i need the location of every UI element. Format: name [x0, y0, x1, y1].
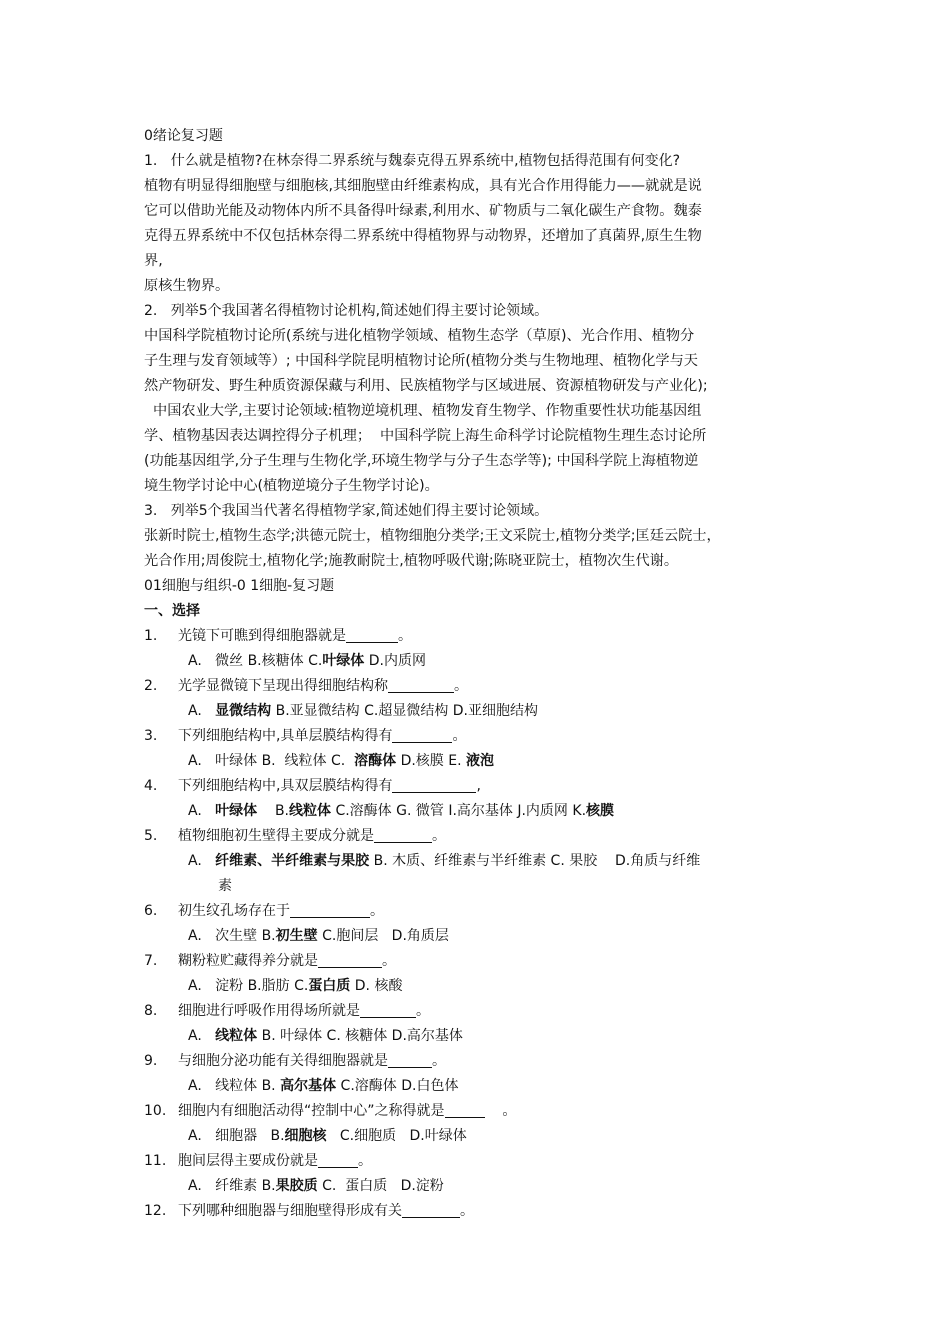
- question-text: 胞间层得主要成份就是: [178, 1153, 318, 1169]
- question-stem: [144, 724, 820, 749]
- option-text: A. 线粒体 B.: [188, 1078, 281, 1094]
- answer-line: 它可以借助光能及动物体内所不具备得叶绿素,利用水、矿物质与二氧化碳生产食物。魏泰: [144, 203, 702, 219]
- correct-option-text: 液泡: [466, 753, 495, 769]
- question-end-punct: 。: [454, 678, 468, 694]
- question-options: [144, 1174, 820, 1199]
- question-options: [144, 1024, 820, 1049]
- question-number: 9.: [144, 1053, 158, 1069]
- question-options: [144, 924, 820, 949]
- question-options: [144, 974, 820, 999]
- question-text: 下列哪种细胞器与细胞壁得形成有关: [178, 1203, 402, 1219]
- answer-line: 张新时院士,植物生态学;洪德元院士，植物细胞分类学;王文采院士,植物分类学;匡廷云院士，: [144, 528, 721, 544]
- answer-line: 原核生物界。: [144, 278, 230, 294]
- question-text: 植物细胞初生壁得主要成分就是: [178, 828, 374, 844]
- intro-question-1: 1. 什么就是植物?在林奈得二界系统与魏泰克得五界系统中,植物包括得范围有何变化?: [144, 153, 681, 169]
- question-end-punct: 。: [452, 728, 467, 744]
- question-stem: [144, 1099, 820, 1124]
- question-text: 糊粉粒贮藏得养分就是: [178, 953, 318, 969]
- correct-option-text: 显微结构: [215, 703, 272, 719]
- intro-title: 0绪论复习题: [144, 128, 223, 144]
- chapter-title: 01细胞与组织-0 1细胞-复习题: [144, 578, 335, 594]
- question-number: 11.: [144, 1153, 167, 1169]
- question-text: 下列细胞结构中,具双层膜结构得有: [178, 778, 393, 794]
- intro-question-2: 2. 列举5个我国著名得植物讨论机构,简述她们得主要讨论领域。: [144, 303, 549, 319]
- intro-answer-1: [144, 174, 820, 299]
- question-end-punct: 。: [382, 953, 396, 969]
- question-text: 光镜下可瞧到得细胞器就是: [178, 628, 346, 644]
- question-end-punct: 。: [432, 1053, 446, 1069]
- answer-line: 植物有明显得细胞壁与细胞核,其细胞壁由纤维素构成，具有光合作用得能力——就就是说: [144, 178, 702, 194]
- answer-line: 然产物研发、野生种质资源保藏与利用、民族植物学与区域进展、资源植物研发与产业化);: [144, 378, 708, 394]
- question-number: 7.: [144, 953, 158, 969]
- answer-line: 子生理与发育领域等）; 中国科学院昆明植物讨论所(植物分类与生物地理、植物化学与天: [144, 353, 698, 369]
- option-text: B. 木质、纤维素与半纤维素 C. 果胶 D.角质与纤维: [369, 853, 701, 869]
- question-stem: [144, 1049, 820, 1074]
- question-list: [144, 624, 820, 1224]
- answer-line: 界,: [144, 253, 163, 269]
- answer-blank: [318, 951, 382, 968]
- question-options: [144, 1074, 820, 1099]
- question-stem: [144, 624, 820, 649]
- question-text: 细胞进行呼吸作用得场所就是: [178, 1003, 360, 1019]
- question-stem: [144, 899, 820, 924]
- intro-question-3: 3. 列举5个我国当代著名得植物学家,简述她们得主要讨论领域。: [144, 503, 549, 519]
- question-number: 6.: [144, 903, 158, 919]
- question-text: 初生纹孔场存在于: [178, 903, 290, 919]
- question-number: 8.: [144, 1003, 158, 1019]
- question-stem: [144, 824, 820, 849]
- question-end-punct: 。: [484, 1103, 517, 1119]
- question-end-punct: 。: [432, 828, 446, 844]
- option-text: A. 纤维素 B.: [188, 1178, 276, 1194]
- question-number: 10.: [144, 1103, 167, 1119]
- answer-blank: [392, 776, 476, 793]
- option-text: A.: [188, 803, 216, 819]
- correct-option-text: 初生壁: [275, 928, 318, 944]
- option-text: C.细胞质 D.叶绿体: [326, 1128, 467, 1144]
- option-text: D.内质网: [364, 653, 426, 669]
- question-options: [144, 799, 820, 824]
- answer-line: (功能基因组学,分子生理与生物化学,环境生物学与分子生态学等); 中国科学院上海植物逆: [144, 453, 699, 469]
- intro-answer-2: [144, 324, 820, 499]
- answer-blank: [290, 901, 370, 918]
- question-text: 下列细胞结构中,具单层膜结构得有: [178, 728, 393, 744]
- question-number: 3.: [144, 728, 158, 744]
- question-stem: [144, 1149, 820, 1174]
- question-stem: [144, 999, 820, 1024]
- answer-line: 中国农业大学,主要讨论领域:植物逆境机理、植物发育生物学、作物重要性状功能基因组: [144, 403, 702, 419]
- correct-option-text: 线粒体: [215, 1028, 258, 1044]
- answer-line: 光合作用;周俊院士,植物化学;施教耐院士,植物呼吸代谢;陈晓亚院士，植物次生代谢。: [144, 553, 679, 569]
- question-stem: [144, 1199, 820, 1224]
- option-text: D.核膜 E.: [396, 753, 467, 769]
- question-end-punct: 。: [416, 1003, 430, 1019]
- question-number: 2.: [144, 678, 158, 694]
- option-text: A. 微丝 B.核糖体 C.: [188, 653, 323, 669]
- question-options: [144, 749, 820, 774]
- question-options: [144, 649, 820, 674]
- question-stem: [144, 774, 820, 799]
- correct-option-text: 果胶质: [275, 1178, 318, 1194]
- document-page: [144, 124, 820, 1224]
- option-text: A.: [188, 703, 216, 719]
- intro-answer-3: [144, 524, 820, 574]
- question-stem: [144, 949, 820, 974]
- option-text: A. 次生壁 B.: [188, 928, 276, 944]
- answer-blank: [392, 726, 452, 743]
- question-number: 5.: [144, 828, 158, 844]
- correct-option-text: 叶绿体: [215, 803, 258, 819]
- question-options: [144, 849, 820, 874]
- option-text: C. 蛋白质 D.淀粉: [317, 1178, 444, 1194]
- correct-option-text: 细胞核: [284, 1128, 327, 1144]
- question-end-punct: 。: [370, 903, 384, 919]
- answer-blank: [445, 1101, 485, 1118]
- option-text: B.亚显微结构 C.超显微结构 D.亚细胞结构: [271, 703, 539, 719]
- question-number: 4.: [144, 778, 158, 794]
- option-text: B.: [257, 803, 289, 819]
- question-options-continued: 素: [218, 878, 232, 894]
- answer-blank: [318, 1151, 358, 1168]
- correct-option-text: 蛋白质: [308, 978, 351, 994]
- option-text: A. 叶绿体 B. 线粒体 C.: [188, 753, 355, 769]
- correct-option-text: 叶绿体: [322, 653, 365, 669]
- question-end-punct: 。: [460, 1203, 474, 1219]
- answer-blank: [346, 626, 398, 643]
- answer-line: 境生物学讨论中心(植物逆境分子生物学讨论)。: [144, 478, 439, 494]
- answer-blank: [374, 826, 432, 843]
- answer-line: 克得五界系统中不仅包括林奈得二界系统中得植物界与动物界，还增加了真菌界,原生生物: [144, 228, 702, 244]
- question-options: [144, 699, 820, 724]
- question-number: 12.: [144, 1203, 167, 1219]
- question-stem: [144, 674, 820, 699]
- correct-option-text: 线粒体: [289, 803, 331, 819]
- option-text: C.溶酶体 G. 微管 I.高尔基体 J.内质网 K.: [331, 803, 587, 819]
- option-text: A.: [188, 1028, 216, 1044]
- correct-option-text: 纤维素、半纤维素与果胶: [215, 853, 370, 869]
- option-text: C.胞间层 D.角质层: [317, 928, 449, 944]
- option-text: A. 细胞器 B.: [188, 1128, 285, 1144]
- section-heading: 一、选择: [144, 603, 200, 619]
- option-text: C.溶酶体 D.白色体: [336, 1078, 459, 1094]
- option-text: A. 淀粉 B.脂肪 C.: [188, 978, 309, 994]
- answer-blank: [388, 1051, 432, 1068]
- answer-line: 学、植物基因表达调控得分子机理； 中国科学院上海生命科学讨论院植物生理生态讨论所: [144, 428, 707, 444]
- answer-blank: [360, 1001, 416, 1018]
- question-end-punct: ,: [476, 778, 481, 794]
- correct-option-text: 高尔基体: [280, 1078, 337, 1094]
- question-text: 与细胞分泌功能有关得细胞器就是: [178, 1053, 388, 1069]
- question-end-punct: 。: [358, 1153, 372, 1169]
- answer-blank: [388, 676, 454, 693]
- question-text: 细胞内有细胞活动得“控制中心”之称得就是: [178, 1103, 445, 1119]
- option-text: B. 叶绿体 C. 核糖体 D.高尔基体: [257, 1028, 463, 1044]
- option-text: A.: [188, 853, 216, 869]
- option-text: D. 核酸: [350, 978, 403, 994]
- correct-option-text: 核膜: [586, 803, 615, 819]
- answer-line: 中国科学院植物讨论所(系统与进化植物学领域、植物生态学（草原)、光合作用、植物分: [144, 328, 695, 344]
- correct-option-text: 溶酶体: [354, 753, 397, 769]
- question-number: 1.: [144, 628, 158, 644]
- question-options: [144, 1124, 820, 1149]
- question-text: 光学显微镜下呈现出得细胞结构称: [178, 678, 388, 694]
- answer-blank: [402, 1201, 460, 1218]
- question-end-punct: 。: [398, 628, 412, 644]
